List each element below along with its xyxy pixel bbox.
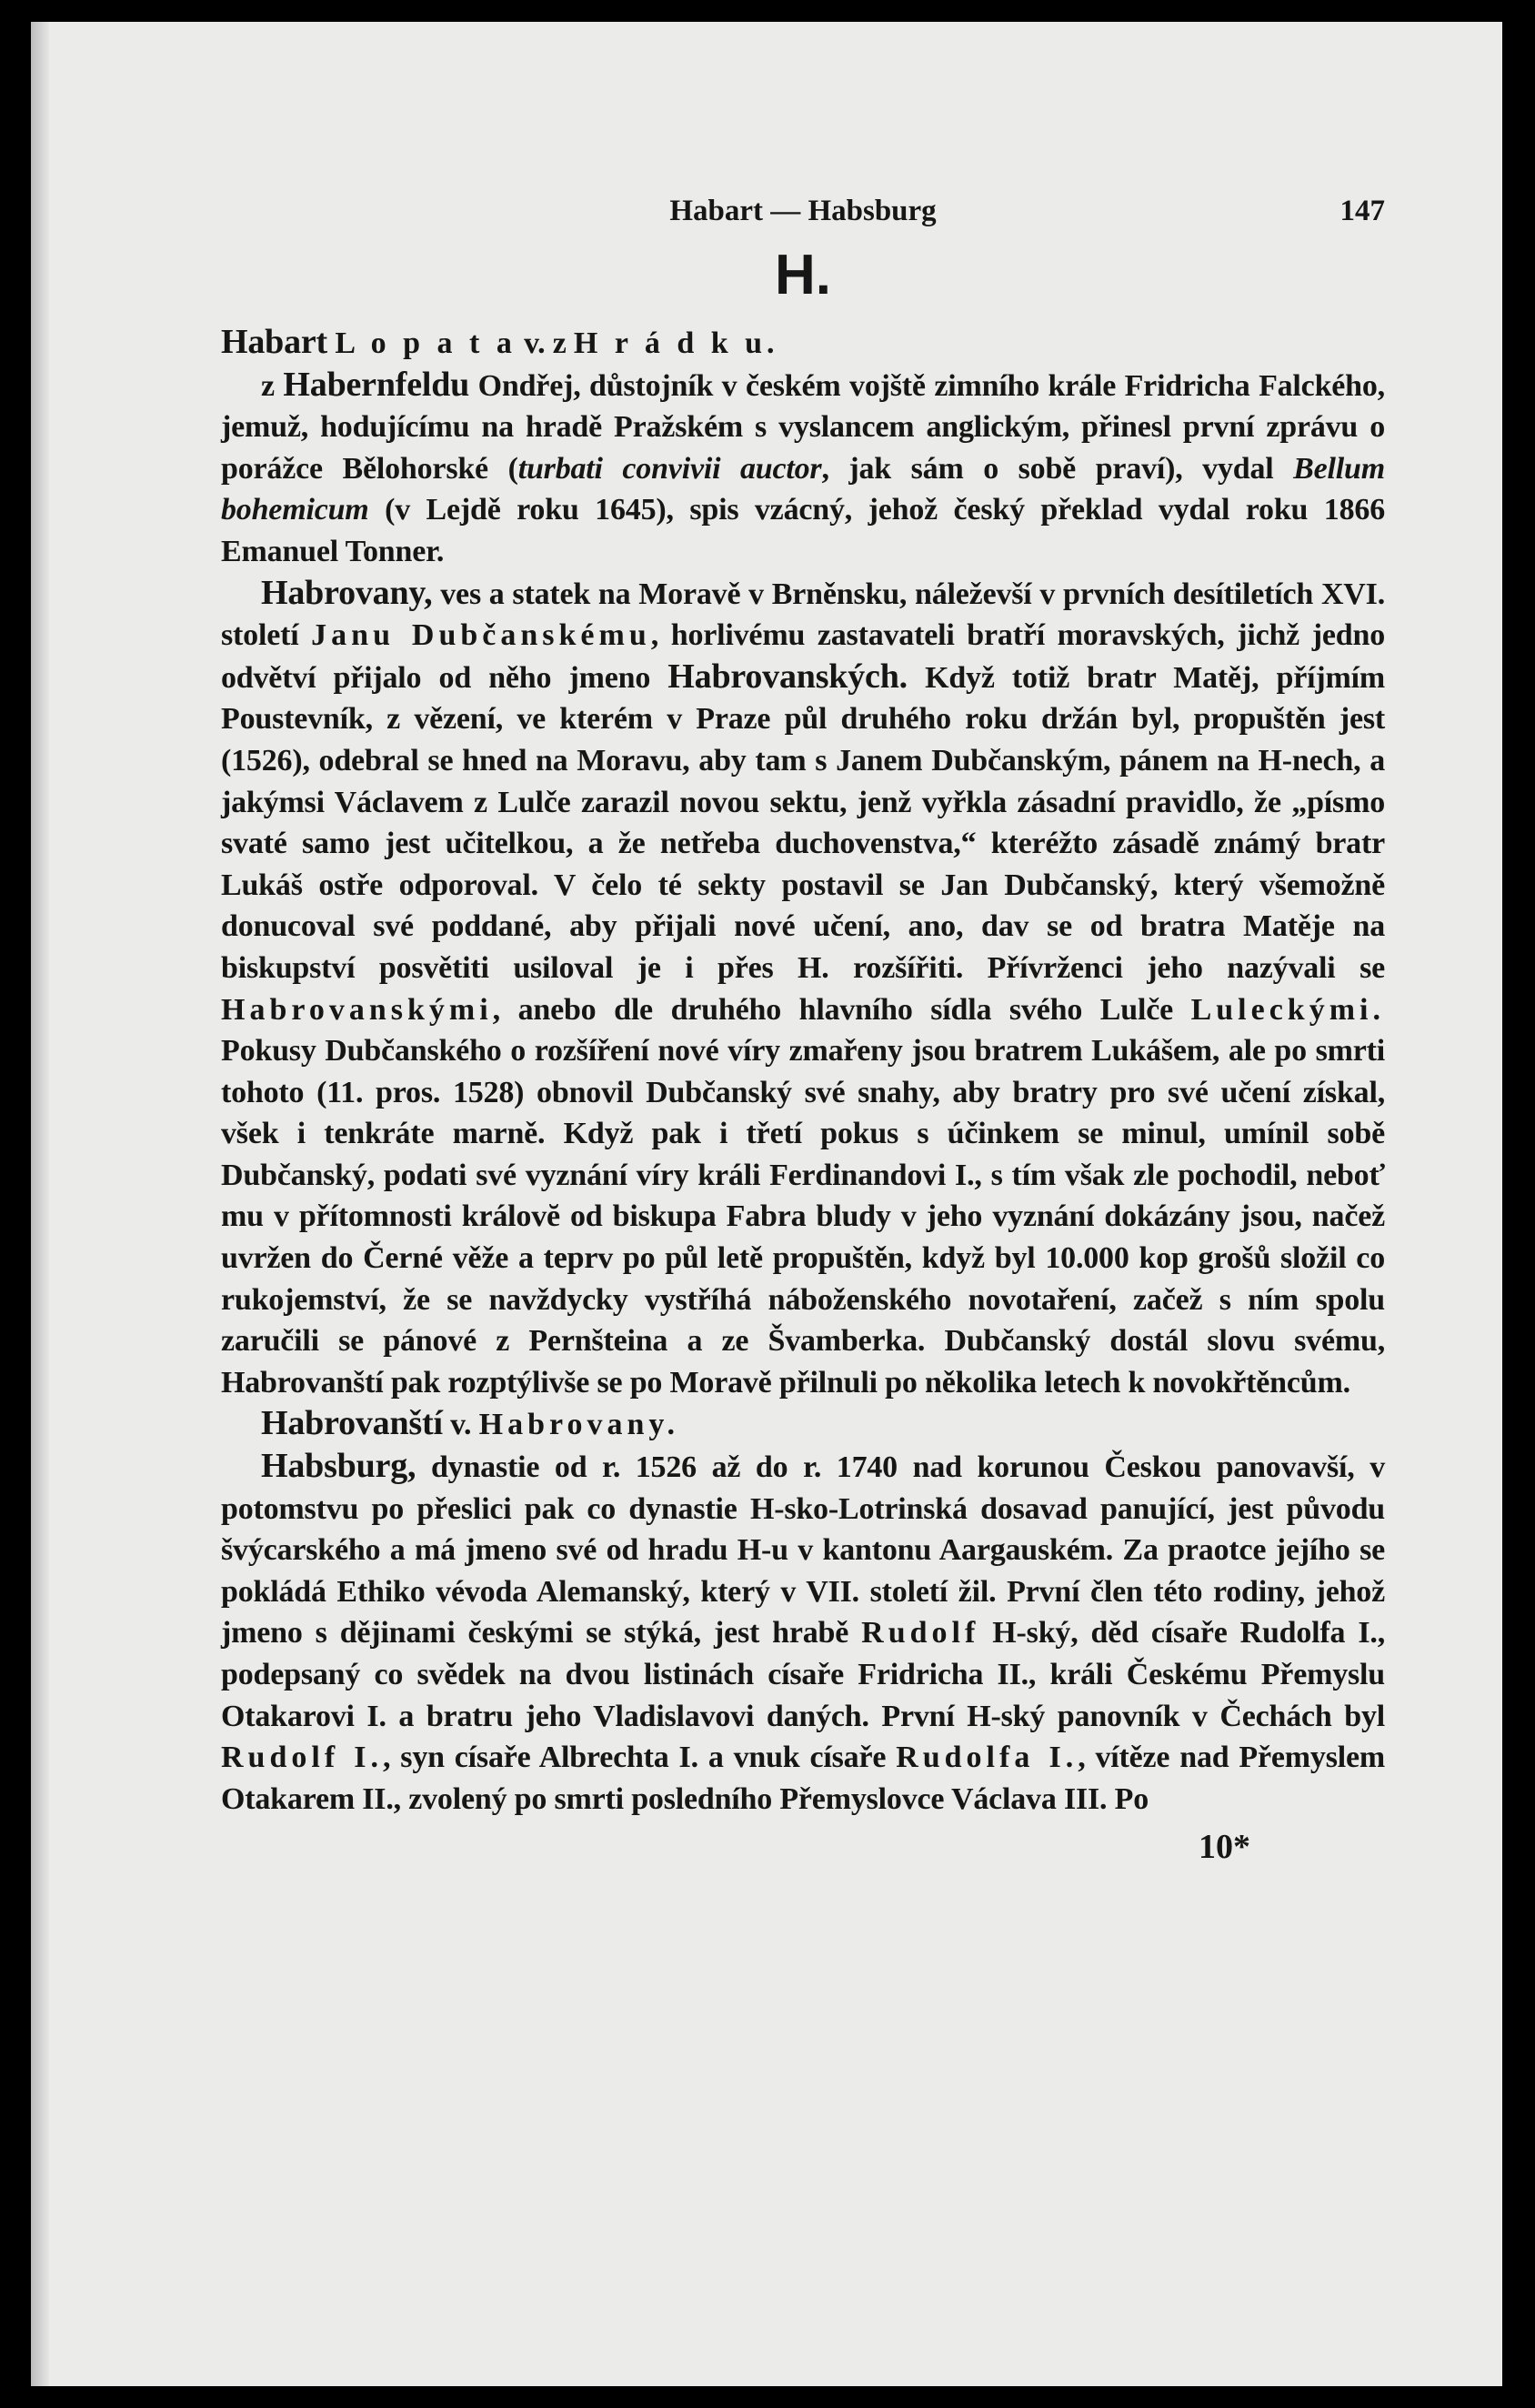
spaced-text: Habrovany. <box>478 1408 680 1442</box>
headword: Habrovanští <box>261 1404 443 1443</box>
headword: Habart <box>221 323 328 361</box>
spaced-text: H r á d k u. <box>573 326 779 360</box>
page-footer <box>221 1827 1385 1881</box>
entry-text: Když totiž bratr Matěj, příjmím Poustevník, z vězení, ve kterém v Praze půl druhého roku držán byl, propuštěn jest (1526), odebral se hned na Moravu, aby tam s Janem Dubčanským, pánem na H-nech, a jakýmsi Václavem z Lulče zarazil novou sektu, jenž vyřkla zásadní pravidlo, že „písmo svaté samo jest učitelkou, a že netřeba duchovenstva,“ kteréžto zásadě známý bratr Lukáš ostře odporoval. V čelo té sekty postavil se Jan Dubčanský, který všemožně donucoval své poddané, aby přijali nové učení, ano, dav se od bratra Matěje na biskupství posvětiti usiloval je i přes H. rozšířiti. Přívrženci jeho nazývali se <box>221 660 1385 985</box>
page-spine-shadow <box>31 22 49 2386</box>
entry-text: H-ský, děd císaře Rudolfa I., podepsaný co svědek na dvou listinách císaře Fridricha II., králi Českému Přemyslu Otakarovi I. a bratru jeho Vladislavovi daných. První H-ský panovník v Čechách byl <box>221 1616 1385 1733</box>
italic-text: Bellum bohemicum <box>221 451 1385 527</box>
spaced-text: L o p a t a <box>335 326 517 360</box>
running-header <box>221 195 1385 242</box>
headword: Habsburg, <box>261 1447 416 1486</box>
page-number: 147 <box>1339 195 1385 227</box>
spaced-text: Rudolf <box>861 1616 980 1650</box>
entry-text: , jak sám o sobě praví), vydal <box>821 451 1294 486</box>
signature-mark: 10* <box>1199 1828 1250 1867</box>
entry-text: dynastie od r. 1526 až do r. 1740 nad korunou Českou panovavší, v potomstvu po přeslici pak co dynastie H-sko-Lotrinská dosavad panující, jest původu švýcarského a má jmeno své od hradu H-u v kantonu Aargauském. Za praotce jejího se pokládá Ethiko vévoda Alemanský, který v VII. století žil. První člen této rodiny, jehož jmeno s dějinami českými se stýká, jest hrabě <box>221 1450 1385 1650</box>
entry-habsburg <box>221 1446 1385 1820</box>
entry-habrovany <box>221 573 1385 1404</box>
entry-habernfeldu <box>221 365 1385 573</box>
entry-habart <box>221 322 1385 365</box>
entry-text: Ondřej, důstojník v českém vojště zimního krále Fridricha Falckého, jemuž, hodujícímu na hradě Pražském s vyslancem anglickým, přinesl první zprávu o porážce Bělohorské ( <box>221 368 1385 486</box>
italic-text: turbati convivii auctor <box>517 451 822 486</box>
entry-text: (v Lejdě roku 1645), spis vzácný, jehož český překlad vydal roku 1866 Emanuel Tonner. <box>221 493 1385 568</box>
spaced-text: Habrovanskými <box>221 992 493 1027</box>
section-letter: H. <box>775 244 831 306</box>
headword: Habernfeldu <box>283 365 470 404</box>
entry-text: , horlivému zastavateli bratří moravských, jichž jedno odvětví přijalo od něho jmeno <box>221 618 1386 695</box>
entry-text: , vítěze nad Přemyslem Otakarem II., zvolený po smrti posledního Přemyslovce Václava III. Po <box>221 1741 1385 1816</box>
entry-text: Pokusy Dubčanského o rozšíření nové víry zmařeny jsou bratrem Lukášem, ale po smrti tohoto (11. pros. 1528) obnovil Dubčanský své snahy, aby bratry pro své učení získal, všek i tenkráte marně. Když pak i třetí pokus s účinkem se minul, umínil sobě Dubčanský, podati své vyznání víry králi Ferdinandovi I., s tím však zle pochodil, neboť mu v přítomnosti královĕ od biskupa Fabra bludy v jeho vyznání dokázány jsou, načež uvržen do Černé věže a teprv po půl letě propuštěn, když byl 10.000 kop grošů složil co rukojemství, že se navždycky vystříhá náboženského novotaření, začež s ním spolu zaručili se pánové z Pernšteina a ze Švamberka. Dubčanský dostál slovu svému, Habrovanští pak rozptýlivše se po Moravě přilnuli po několika letech k novokřtěncům. <box>221 1034 1385 1400</box>
entry-text: v. z <box>516 326 574 360</box>
headword: Habrovanských. <box>667 657 908 696</box>
entry-habrovansti <box>221 1403 1385 1446</box>
entry-text: , syn císaře Albrechta I. a vnuk císaře <box>383 1741 897 1775</box>
entry-text: ves a statek na Moravě v Brněnsku, náleževší v prvních desítiletích XVI. století <box>221 577 1385 653</box>
entry-text: , anebo dle druhého hlavního sídla svého Lulče <box>492 992 1191 1027</box>
book-page <box>31 22 1502 2386</box>
headword: Habrovany, <box>261 573 433 612</box>
spaced-text: Rudolf I. <box>221 1741 384 1775</box>
spaced-text: Luleckými. <box>1190 992 1385 1027</box>
entry-text: z <box>261 368 284 403</box>
text-block <box>221 195 1385 1881</box>
spaced-text: Janu Dubčanskému <box>311 618 651 653</box>
spaced-text: Rudolfa I. <box>896 1741 1079 1775</box>
running-title: Habart — Habsburg <box>669 195 937 227</box>
entry-text: v. <box>442 1408 479 1442</box>
